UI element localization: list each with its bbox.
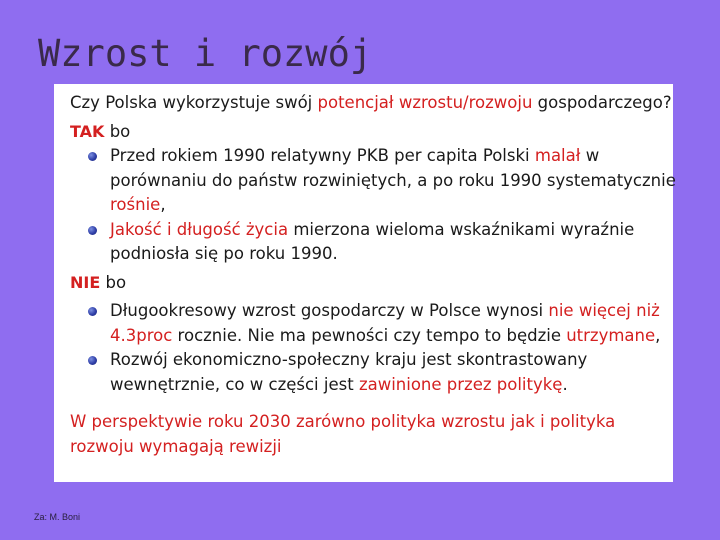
bullet-text: . [562,374,568,394]
bullet-highlight: 4.3proc [110,325,173,345]
bullet-highlight: rośnie [110,195,161,214]
bullet-icon [88,307,97,316]
bullet-text: Przed rokiem 1990 relatywny PKB per capita Polski [110,146,535,165]
tak-keyword: TAK [70,121,105,141]
bullet-text: , [655,325,661,345]
bullet-text: Długookresowy wzrost gospodarczy w Polsce wynosi [110,301,549,320]
conclusion-line-2: rozwoju wymagają rewizji [70,436,282,456]
bullet-text: mierzona wieloma wskaźnikami wyraźnie [288,219,635,239]
question-highlight: potencjał wzrostu/rozwoju [317,93,533,112]
conclusion-line-1: W perspektywie roku 2030 zarówno polityka wzrostu jak i polityka [70,412,616,431]
bullet-icon [88,152,97,161]
bullet-text: rocznie. Nie ma pewności czy tempo to będzie [172,325,567,345]
tak-bullet-1 [70,144,676,218]
nie-bullet-2 [70,348,670,397]
nie-bullet-1 [70,299,670,348]
bullet-text: wewnętrznie, co w części jest [110,374,359,394]
bullet-highlight: nie więcej niż [548,301,660,320]
slide-title: Wzrost i rozwój [38,32,373,75]
question-line [70,91,670,116]
bullet-icon [88,356,97,365]
slide-content [70,91,676,459]
tak-suffix: bo [104,121,131,141]
bullet-text: podniosła się po roku 1990. [110,244,338,263]
question-part2: gospodarczego? [532,93,672,112]
source-footer: Za: M. Boni [34,512,81,522]
bullet-text: Rozwój ekonomiczno-społeczny kraju jest skontrastowany [110,350,588,369]
nie-keyword: NIE [70,272,101,292]
bullet-highlight: zawinione przez politykę [358,374,563,394]
tak-heading [70,120,670,145]
bullet-icon [88,226,97,235]
nie-heading [70,271,670,296]
bullet-highlight: malał [534,146,581,165]
bullet-text: porównaniu do państw rozwiniętych, a po roku 1990 systematycznie [110,170,676,190]
tak-bullet-2 [70,218,670,267]
bullet-text: w [580,146,600,165]
question-part1: Czy Polska wykorzystuje swój [70,93,318,112]
nie-suffix: bo [100,272,127,292]
bullet-highlight: utrzymane [566,325,656,345]
bullet-highlight: Jakość i długość życia [110,219,289,239]
bullet-text: , [160,195,166,214]
